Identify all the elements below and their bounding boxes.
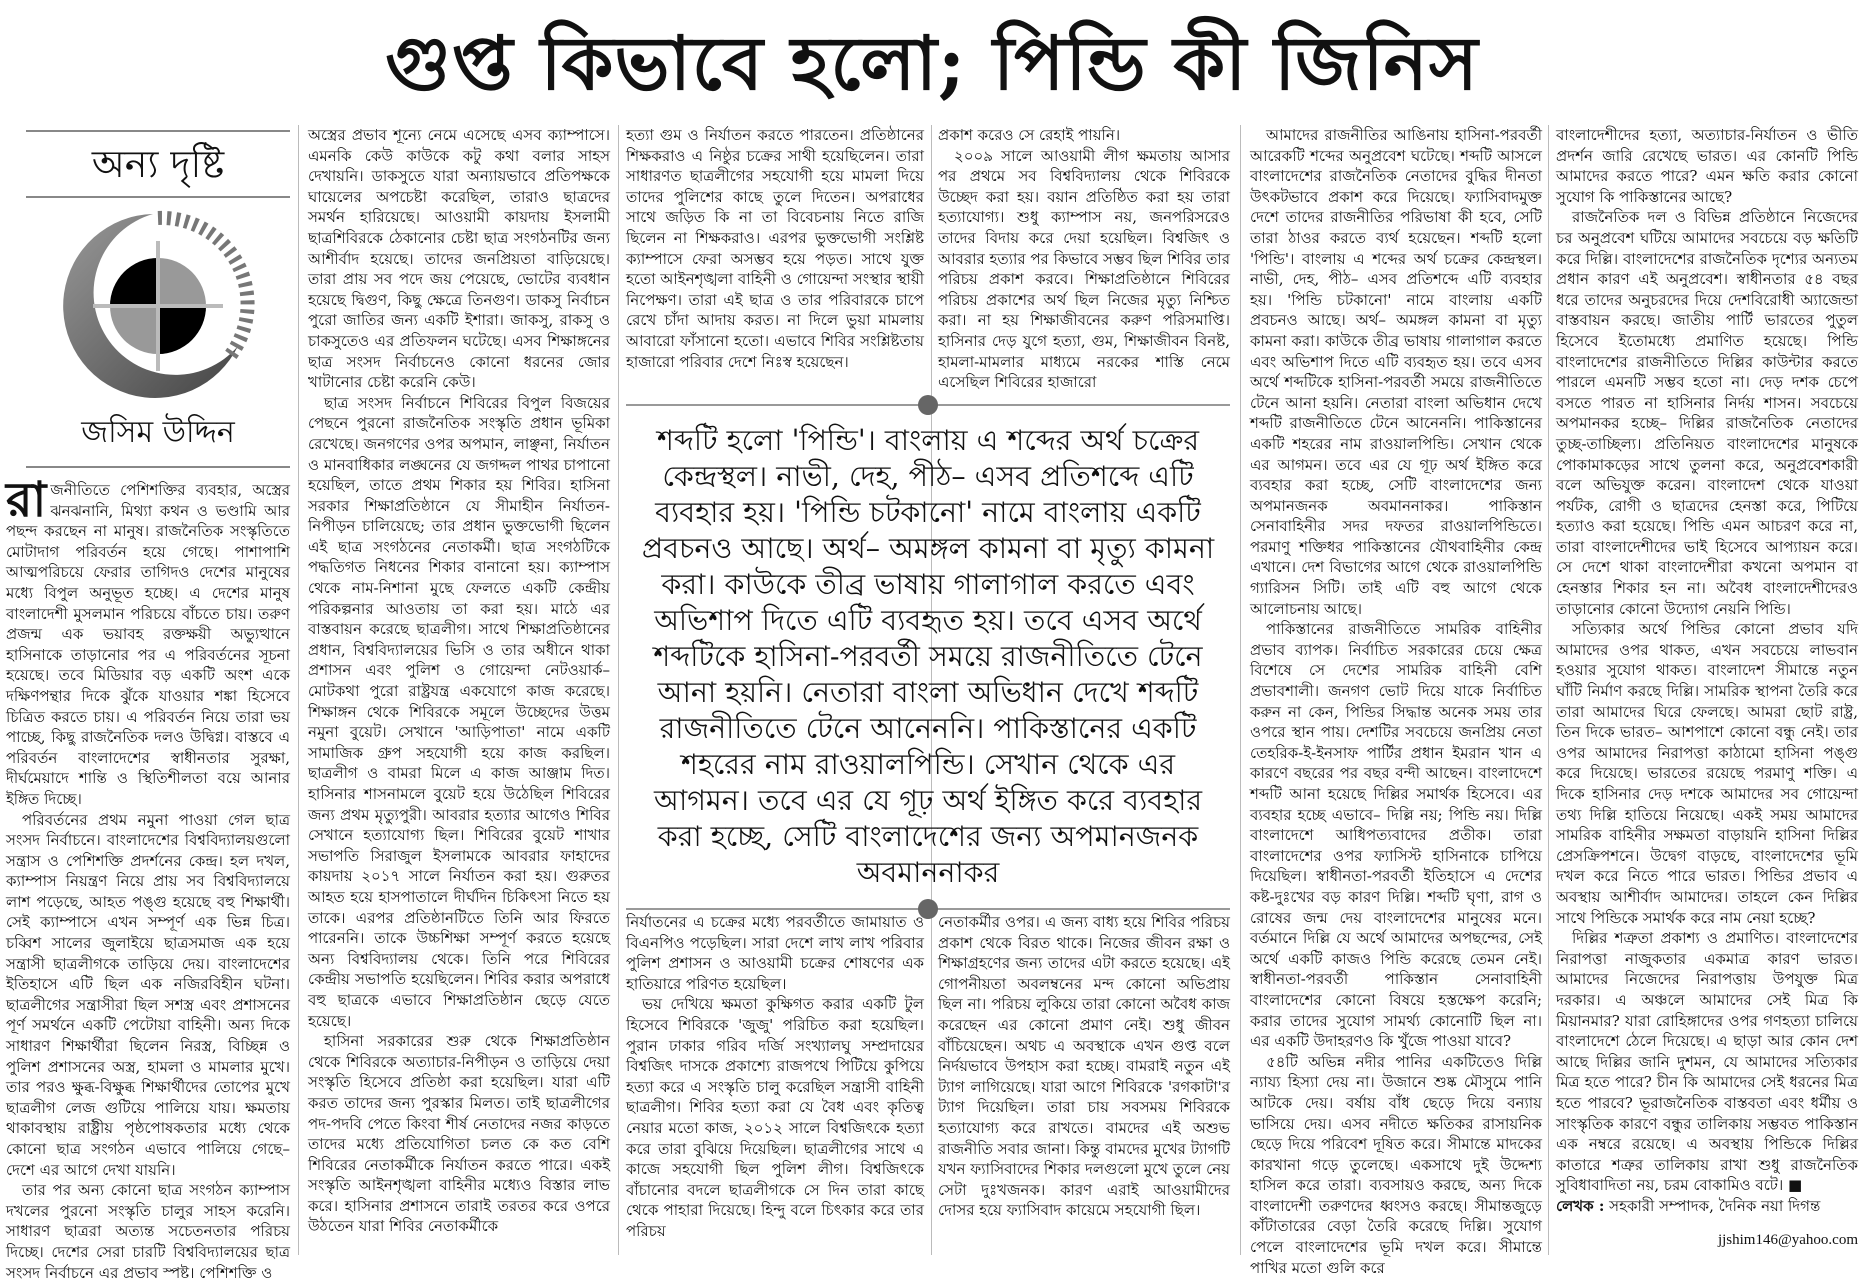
paragraph: রাজনৈতিক দল ও বিভিন্ন প্রতিষ্ঠানে নিজেদের চর অনুপ্রবেশ ঘটিয়ে আমাদের সবচেয়ে বড় ক্ষতিটি করে দিল্লি। বাংলাদেশের রাজনৈতিক দৃশ্যের অন্যতম প্রধান কারণ এই অনুপ্রবেশ। স্বাধীনতার ৫৪ বছর ধরে তাদের অনুচরদের দিয়ে দেশবিরোধী অ্যাজেন্ডা বাস্তবায়ন করছে। জাতীয় পার্টি ভারতের পুতুল হিসেবে ইতোমধ্যে প্রমাণিত হয়েছে। পিন্ডি বাংলাদেশের রাজনীতিতে দিল্লির কাউন্টার করতে পারলে এমনটি সম্ভব হতো না। দেড় দশক চেপে বসতে পারত না হাসিনার নির্দয় শাসন। সবচেয়ে অপমানকর হচ্ছে– দিল্লির রাজনৈতিক নেতাদের তুচ্ছ-তাচ্ছিল্য। প্রতিনিয়ত বাংলাদেশের মানুষকে পোকামাকড়ের সাথে তুলনা করে, অনুপ্রবেশকারী বলে অভিযুক্ত করেন। বাংলাদেশ থেকে যাওয়া পর্যটক, রোগী ও ছাত্রদের হেনস্তা করে, পিটিয়ে হত্যাও করা হয়েছে। পিন্ডি এমন আচরণ করে না, তারা বাংলাদেশীদের ভাই হিসেবে আপ্যায়ন করে। সে দেশে থাকা বাংলাদেশীরা কখনো অপমান বা হেনস্তার শিকার হন না। অবৈধ বাংলাদেশীদেরও তাড়ানোর কোনো উদ্যোগ নেয়নি পিন্ডি।	[1556, 208, 1858, 618]
paragraph: ছাত্র সংসদ নির্বাচনে শিবিরের বিপুল বিজয়ের পেছনে পুরনো রাজনৈতিক সংস্কৃতি প্রধান ভূমিকা রেখেছে। জনগণের ওপর অপমান, লাঞ্ছনা, নির্যাতন ও মানবাধিকার লঙ্ঘনের যে জগদ্দল পাথর চাপানো হয়েছিল, তাতে প্রথম শিকার হয় শিবির। হাসিনা সরকার শিক্ষাপ্রতিষ্ঠানে যে সীমাহীন নির্যাতন-নিপীড়ন চালিয়েছে; তার প্রধান ভুক্তভোগী ছিলেন এই ছাত্র সংগঠনের নেতাকর্মী। ছাত্র সংগঠটিকে পদ্ধতিগত নিধনের শিকার বানানো হয়। ক্যাম্পাস থেকে নাম-নিশানা মুছে ফেলতে একটি কেন্দ্রীয় পরিকল্পনার আওতায় তা করা হয়। মাঠে এর বাস্তবায়ন করেছে ছাত্রলীগ। সাথে শিক্ষাপ্রতিষ্ঠানের প্রধান, বিশ্ববিদ্যালয়ের ভিসি ও তার অধীনে থাকা প্রশাসন এবং পুলিশ ও গোয়েন্দা নেটওয়ার্ক– মোটকথা পুরো রাষ্ট্রযন্ত্র একযোগে কাজ করেছে। শিক্ষাঙ্গন থেকে শিবিরকে সমূলে উচ্ছেদের উত্তম নমুনা বুয়েট। সেখানে 'আড়িপাতা' নামে একটি সামাজিক গ্রুপ সহযোগী হয়ে কাজ করছিল। ছাত্রলীগ ও বামরা মিলে এ কাজ আঞ্জাম দিত। হাসিনার শাসনামলে বুয়েট হয়ে উঠেছিল শিবিরের জন্য প্রথম মৃত্যুপুরী। আবরার হত্যার আগেও শিবির সেখানে হত্যাযোগ্য ছিল। শিবিরের বুয়েট শাখার সভাপতি সিরাজুল ইসলামকে আবরার ফাহাদের কায়দায় ২০১৭ সালে নির্যাতন করা হয়। গুরুতর আহত হয়ে হাসপাতালে দীর্ঘদিন চিকিৎসা নিতে হয় তাকে। এরপর প্রতিষ্ঠানটিতে তিনি আর ফিরতে পারেননি। তাকে উচ্চশিক্ষা সম্পূর্ণ করতে হয়েছে অন্য বিশ্ববিদ্যালয় থেকে। তিনি পরে শিবিরের কেন্দ্রীয় সভাপতি হয়েছিলেন। শিবির করার অপরাধে বহু ছাত্রকে এভাবে শিক্ষাপ্রতিষ্ঠান ছেড়ে যেতে হয়েছে।	[308, 393, 610, 1030]
paragraph: হাসিনা সরকারের শুরু থেকে শিক্ষাপ্রতিষ্ঠান থেকে শিবিরকে অত্যাচার-নিপীড়ন ও তাড়িয়ে দেয়া সংস্কৃতি হিসেবে প্রতিষ্ঠা করা হয়েছিল। যারা এটি করত তাদের জন্য পুরস্কার মিলত। তাই ছাত্রলীগের পদ-পদবি পেতে কিংবা শীর্ষ নেতাদের নজর কাড়তে তাদের মধ্যে প্রতিযোগিতা চলত কে কত বেশি শিবিরের নেতাকর্মীকে নির্যাতন করতে পারে। একই সংস্কৃতি আইনশৃঙ্খলা বাহিনীর মধ্যেও বিস্তার লাভ করে। হাসিনার প্রশাসনে তারাই তরতর করে ওপরে উঠতেন যারা শিবির নেতাকর্মীকে	[308, 1032, 610, 1236]
paragraph: পাকিস্তানের রাজনীতিতে সামরিক বাহিনীর প্রভাব ব্যাপক। নির্বাচিত সরকারের চেয়ে ক্ষেত্র বিশেষে সে দেশের সামরিক বাহিনী বেশি প্রভাবশালী। জনগণ ভোট দিয়ে যাকে নির্বাচিত করুন না কেন, পিন্ডির সিদ্ধান্ত অনেক সময় তার ওপরে স্থান পায়। দেশটির সবচেয়ে জনপ্রিয় নেতা তেহরিক-ই-ইনসাফ পার্টির প্রধান ইমরান খান এ কারণে বছরের পর বছর বন্দী আছেন। বাংলাদেশে শব্দটি আনা হয়েছে দিল্লির সমার্থক হিসেবে। এর ব্যবহার হচ্ছে এভাবে– দিল্লি নয়; পিন্ডি নয়। দিল্লি বাংলাদেশে আধিপত্যবাদের প্রতীক। তারা বাংলাদেশের ওপর ফ্যাসিস্ট হাসিনাকে চাপিয়ে দিয়েছিল। স্বাধীনতা-পরবর্তী ইতিহাসে এ দেশের কষ্ট-দুঃখের বড় কারণ দিল্লি। শব্দটি ঘৃণা, রাগ ও রোষের জন্ম দেয় বাংলাদেশের মানুষের মনে। বর্তমানে দিল্লি যে অর্থে আমাদের অপছন্দের, সেই অর্থে একটি কাজও পিন্ডি করেছে তেমন নেই। স্বাধীনতা-পরবর্তী পাকিস্তান সেনাবাহিনী বাংলাদেশের কোনো বিষয়ে হস্তক্ষেপ করেনি; করার তাদের সুযোগ সামর্থ্য কোনোটি ছিল না। এর একটি উদাহরণও কি খুঁজে পাওয়া যাবে?	[1250, 620, 1542, 1051]
paragraph: হত্যা গুম ও নির্যাতন করতে পারতেন। প্রতিষ্ঠানের শিক্ষকরাও এ নিষ্ঠুর চক্রের সাথী হয়েছিলেন। তারা সাধারণত ছাত্রলীগের সহযোগী হয়ে মামলা দিয়ে তাদের পুলিশের কাছে তুলে দিতেন। অপরাধের সাথে জড়িত কি না তা বিবেচনায় নিতে রাজি ছিলেন না শিক্ষকরাও। এরপর ভুক্তভোগী সংশ্লিষ্ট ক্যাম্পাসে ফেরা অসম্ভব হয়ে পড়ত। সাথে যুক্ত হতো আইনশৃঙ্খলা বাহিনী ও গোয়েন্দা সংস্থার স্থায়ী নিপেক্ষণ। তারা এই ছাত্র ও তার পরিবারকে চাপে রেখে চাঁদা আদায় করত। না দিলে ভুয়া মামলায় আবারো ফাঁসানো হতো। এভাবে শিবির সংশ্লিষ্টতায় হাজারো পরিবার দেশে নিঃস্ব হয়েছেন।	[626, 126, 924, 371]
pull-quote-rule	[626, 395, 1230, 415]
column-divider	[298, 125, 299, 1255]
column-header	[26, 130, 290, 468]
paragraph: অস্ত্রের প্রভাব শূন্যে নেমে এসেছে এসব ক্যাম্পাসে। এমনকি কেউ কাউকে কটু কথা বলার সাহস দেখায়নি। ডাকসুতে যারা অন্যায়ভাবে প্রতিপক্ষকে ঘায়েলের অপচেষ্টা করেছিল, তারাও ছাত্রদের সমর্থন হারিয়েছে। আওয়ামী কায়দায় ইসলামী ছাত্রশিবিরকে ঠেকানোর চেষ্টা ছাত্র সংগঠনটির জন্য আশীর্বাদ হয়েছে। তাদের জনপ্রিয়তা বাড়িয়েছে। তারা প্রায় সব পদে জয় পেয়েছে, ভোটের ব্যবধান হয়েছে দ্বিগুণ, কিছু ক্ষেত্রে তিনগুণ। ডাকসু নির্বাচন পুরো জাতির জন্য একটি ইশারা। জাকসু, রাকসু ও চাকসুতেও এর প্রতিফলন ঘটেছে। এসব শিক্ষাঙ্গনের ছাত্র সংসদ নির্বাচনেও কোনো ধরনের জোর খাটানোর চেষ্টা করেনি কেউ।	[308, 126, 610, 392]
paragraph: সত্যিকার অর্থে পিন্ডির কোনো প্রভাব যদি আমাদের ওপর থাকত, এখন সবচেয়ে লাভবান হওয়ার সুযোগ থাকত। বাংলাদেশ সীমান্তে নতুন ঘাঁটি নির্মাণ করছে দিল্লি। সামরিক স্থাপনা তৈরি করে তারা আমাদের ঘিরে ফেলছে। আমরা ছোট রাষ্ট্র, তিন দিকে ভারত– আশপাশে কোনো বন্ধু নেই। তার ওপর আমাদের নিরাপত্তা কাঠামো হাসিনা পঙ্গু করে দিয়েছে। ভারতের রয়েছে পরমাণু শক্তি। এ দিকে হাসিনার দেড় দশকে আমাদের সব গোয়েন্দা তথ্য দিল্লি হাতিয়ে নিয়েছে। একই সময় আমাদের সামরিক বাহিনীর সক্ষমতা বাড়ায়নি হাসিনা দিল্লির প্রেসক্রিপশনে। উদ্বেগ বাড়ছে, বাংলাদেশের ভূমি দখল করে নিতে পারে ভারত। পিন্ডির প্রভাব এ অবস্থায় আশীর্বাদ আমাদের। তাহলে কেন দিল্লির সাথে পিন্ডিকে সমার্থক করে নাম নেয়া হচ্ছে?	[1556, 620, 1858, 927]
paragraph: পরিবর্তনের প্রথম নমুনা পাওয়া গেল ছাত্র সংসদ নির্বাচনে। বাংলাদেশের বিশ্ববিদ্যালয়গুলো সন্ত্রাস ও পেশিশক্তি প্রদর্শনের কেন্দ্র। হল দখল, ক্যাম্পাস নিয়ন্ত্রণ নিয়ে প্রায় সব বিশ্ববিদ্যালয়ে লাশ পড়েছে, আহত পঙ্গু হয়েছে বহু শিক্ষার্থী। সেই ক্যাম্পাসে এখন সম্পূর্ণ এক ভিন্ন চিত্র। চব্বিশ সালের জুলাইয়ে ছাত্রসমাজ এক হয়ে সন্ত্রাসী ছাত্রলীগকে তাড়িয়ে দেয়। বাংলাদেশের ইতিহাসে এটি ছিল এক নজিরবিহীন ঘটনা। ছাত্রলীগের সন্ত্রাসীরা ছিল সশস্ত্র এবং প্রশাসনের পূর্ণ সমর্থনে একটি পেটোয়া বাহিনী। অন্য দিকে সাধারণ শিক্ষার্থীরা ছিলেন নিরস্ত্র, বিচ্ছিন্ন ও পুলিশ প্রশাসনের অস্ত্র, হামলা ও মামলার মুখে। তার পরও ক্ষুব্ধ-বিক্ষুব্ধ শিক্ষার্থীদের তোপের মুখে ছাত্রলীগ লেজ গুটিয়ে পালিয়ে যায়। ক্ষমতায় থাকাবস্থায় রাষ্ট্রীয় পৃষ্ঠপোষকতার মধ্যে থেকে কোনো ছাত্র সংগঠন এভাবে পালিয়ে গেছে– দেশে এর আগে দেখা যায়নি।	[6, 810, 290, 1179]
paragraph: দিল্লির শত্রুতা প্রকাশ্য ও প্রমাণিত। বাংলাদেশের নিরাপত্তা নাজুকতার একমাত্র কারণ ভারত। আমাদের নিজেদের নিরাপত্তায় উপযুক্ত মিত্র দরকার। এ অঞ্চলে আমাদের সেই মিত্র কি মিয়ানমার? যারা রোহিঙ্গাদের ওপর গণহত্যা চালিয়ে বাংলাদেশে ঠেলে দিয়েছে। এ ছাড়া আর কোন দেশ আছে দিল্লির জানি দুশমন, যে আমাদের সত্যিকার মিত্র হতে পারে? চীন কি আমাদের সেই ধরনের মিত্র হতে পারবে? ভূরাজনৈতিক বাস্তবতা এবং ধর্মীয় ও সাংস্কৃতিক কারণে বন্ধুর তালিকায় সম্ভবত পাকিস্তান এক নম্বরে রয়েছে। এ অবস্থায় পিন্ডিকে দিল্লির কাতারে শত্রুর তালিকায় রাখা শুধু রাজনৈতিক সুবিধাবাদিতা নয়, চরম বোকামিও বটে। ■	[1556, 929, 1858, 1195]
bullet-icon	[918, 395, 938, 415]
paragraph: ২০০৯ সালে আওয়ামী লীগ ক্ষমতায় আসার পর প্রথমে সব বিশ্ববিদ্যালয় থেকে শিবিরকে উচ্ছেদ করা হয়। বয়ান প্রতিষ্ঠিত করা হয় তারা হত্যাযোগ্য। শুধু ক্যাম্পাস নয়, জনপরিসরেও তাদের বিদায় করে দেয়া হয়েছিল। বিশ্বজিৎ ও আবরার হত্যার পর কিভাবে সম্ভব ছিল শিবির তার পরিচয় প্রকাশ করবে। শিক্ষাপ্রতিষ্ঠানে শিবিরের পরিচয় প্রকাশের অর্থ ছিল নিজের মৃত্যু নিশ্চিত করা। না হয় শিক্ষাজীবনের করুণ পরিসমাপ্তি। হাসিনার দেড় যুগে হত্যা, গুম, শিক্ষাজীবন বিনষ্ট, হামলা-মামলার মাধ্যমে নরকের শাস্তি নেমে এসেছিল শিবিরের হাজারো	[938, 146, 1230, 392]
column-divider	[1240, 125, 1241, 1255]
divider	[26, 466, 290, 468]
author-signoff	[1556, 1196, 1858, 1217]
paragraph: নির্যাতনের এ চক্রের মধ্যে পরবর্তীতে জামায়াত ও বিএনপিও পড়েছিল। সারা দেশে লাখ লাখ পরিবার পুলিশ প্রশাসন ও আওয়ামী চক্রের শোষণের এক হাতিয়ারে পরিণত হয়েছিল।	[626, 913, 924, 993]
pull-quote	[626, 395, 1230, 905]
paragraph: বাংলাদেশীদের হত্যা, অত্যাচার-নির্যাতন ও ভীতি প্রদর্শন জারি রেখেছে ভারত। এর কোনটি পিন্ডি আমাদের করতে পারে? এমন ক্ষতি করার কোনো সুযোগ কি পাকিস্তানের আছে?	[1556, 126, 1858, 206]
article-column-1	[6, 472, 290, 1282]
paragraph: আমাদের রাজনীতির আঙিনায় হাসিনা-পরবর্তী আরেকটি শব্দের অনুপ্রবেশ ঘটেছে। শব্দটি আসলে বাংলাদেশের রাজনৈতিক নেতাদের বুদ্ধির দীনতা উৎকটভাবে প্রকাশ করে দিয়েছে। ফ্যাসিবাদমুক্ত দেশে তাদের রাজনীতির পরিভাষা কী হবে, সেটি তারা ঠাওর করতে ব্যর্থ হয়েছেন। শব্দটি হলো 'পিন্ডি'। বাংলায় এ শব্দের অর্থ চক্রের কেন্দ্রস্থল। নাভী, দেহ, পীঠ– এসব প্রতিশব্দে এটি ব্যবহার হয়। 'পিন্ডি চটকানো' নামে বাংলায় একটি প্রবচনও আছে। অর্থ– অমঙ্গল কামনা বা মৃত্যু কামনা করা। কাউকে তীব্র ভাষায় গালাগাল করতে এবং অভিশাপ দিতে এটি ব্যবহৃত হয়। তবে এসব অর্থে শব্দটিকে হাসিনা-পরবর্তী সময়ে রাজনীতিতে টেনে আনা হয়নি। নেতারা বাংলা অভিধান দেখে শব্দটি রাজনীতিতে টেনে আনেননি। পাকিস্তানের একটি শহরের নাম রাওয়ালপিন্ডি। সেখান থেকে এর আগমন। তবে এর যে গূঢ় অর্থ ইঙ্গিত করে ব্যবহার করা হচ্ছে, সেটি বাংলাদেশের জন্য অপমানজনক অবমাননাকর। পাকিস্তান সেনাবাহিনীর সদর দফতর রাওয়ালপিন্ডিতে। পরমাণু শক্তিধর পাকিস্তানের যৌথবাহিনীর কেন্দ্র এখানে। দেশ বিভাগের আগে থেকে রাওয়ালপিন্ডি গ্যারিসন সিটি। তাই এটি বহু আগে থেকে আলোচনায় আছে।	[1250, 126, 1542, 618]
headline: গুপ্ত কিভাবে হলো; পিন্ডি কী জিনিস	[385, 21, 1479, 107]
article-column-4-bottom	[938, 912, 1230, 1255]
signoff-text: সহকারী সম্পাদক, দৈনিক নয়া দিগন্ত	[1609, 1196, 1821, 1215]
paragraph: প্রকাশ করেও সে রেহাই পায়নি।	[938, 126, 1121, 144]
article-column-2	[308, 125, 610, 1255]
article-column-4-top	[938, 125, 1230, 392]
paragraph: ভয় দেখিয়ে ক্ষমতা কুক্ষিগত করার একটি টুল হিসেবে শিবিরকে 'জুজু' পরিচিত করা হয়েছিল। পুরান ঢাকার গরিব দর্জি সংখ্যালঘু সম্প্রদায়ের বিশ্বজিৎ দাসকে প্রকাশ্যে রাজপথে পিটিয়ে কুপিয়ে হত্যা করে এ সংস্কৃতি চালু করেছিল সন্ত্রাসী বাহিনী ছাত্রলীগ। শিবির হত্যা করা যে বৈধ এবং কৃতিত্ব নেয়ার মতো কাজ, ২০১২ সালে বিশ্বজিৎকে হত্যা করে তারা বুঝিয়ে দিয়েছিল। ছাত্রলীগের সাথে এ কাজে সহযোগী ছিল পুলিশ লীগ। বিশ্বজিৎকে বাঁচানোর বদলে ছাত্রলীগকে সে দিন তারা কাছে থেকে পাহারা দিয়েছে। হিন্দু বলে চিৎকার করে তার পরিচয়	[626, 995, 924, 1240]
paragraph: ৫৪টি অভিন্ন নদীর পানির একটিতেও দিল্লি ন্যায্য হিস্যা দেয় না। উজানে শুষ্ক মৌসুমে পানি আটকে দেয়। বর্ষায় বাঁধ ছেড়ে দিয়ে বন্যায় ভাসিয়ে দেয়। এসব নদীতে ক্ষতিকর রাসায়নিক ছেড়ে দিয়ে পরিবেশ দূষিত করে। সীমান্তে মাদকের কারখানা গড়ে তুলেছে। একসাথে দুই উদ্দেশ্য হাসিল করে তারা। ব্যবসায়ও করছে, অন্য দিকে বাংলাদেশী তরুণদের ধ্বংসও করছে। সীমান্তজুড়ে কাঁটাতারের বেড়া তৈরি করেছে দিল্লি। সুযোগ পেলে বাংলাদেশের ভূমি দখল করে। সীমান্তে পাখির মতো গুলি করে	[1250, 1052, 1542, 1277]
article-column-3-bottom	[626, 912, 924, 1255]
paragraph: জনীতিতে পেশিশক্তির ব্যবহার, অস্ত্রের ঝনঝনানি, মিথ্যা কথন ও ভণ্ডামি আর পছন্দ করছেন না মানুষ। রাজনৈতিক সংস্কৃতিতে মোটাদাগ পরিবর্তন হয়ে গেছে। পাশাপাশি আত্মপরিচয়ে ফেরার তাগিদও দেশের মানুষের মধ্যে বিপুল অনুভূত হচ্ছে। এ দেশের মানুষ বাংলাদেশী মুসলমান পরিচয়ে বাঁচতে চায়। তরুণ প্রজন্ম এক ভয়াবহ রক্তক্ষয়ী অভ্যুত্থানে হাসিনাকে তাড়ানোর পর এ পরিবর্তনের সূচনা হয়েছে। তবে মিডিয়ার বড় একটি অংশ একে দক্ষিণপন্থার দিকে ঝুঁকে যাওয়ার শঙ্কা হিসেবে চিত্রিত করতে চায়। এ পরিবর্তন নিয়ে তারা ভয় পাচ্ছে, কিছু রাজনৈতিক দলও উদ্বিগ্ন। বাস্তবে এ পরিবর্তন বাংলাদেশের স্বাধীনতার সুরক্ষা, দীর্ঘমেয়াদে শান্তি ও স্থিতিশীলতা বয়ে আনার ইঙ্গিত দিচ্ছে।	[6, 481, 290, 808]
column-divider	[618, 125, 619, 1255]
article-column-5	[1250, 125, 1542, 1277]
article-column-6	[1556, 125, 1858, 1230]
pull-quote-text: শব্দটি হলো 'পিন্ডি'। বাংলায় এ শব্দের অর্থ চক্রের কেন্দ্রস্থল। নাভী, দেহ, পীঠ– এসব প্রতিশব্দে এটি ব্যবহার হয়। 'পিন্ডি চটকানো' নামে বাংলায় একটি প্রবচনও আছে। অর্থ– অমঙ্গল কামনা বা মৃত্যু কামনা করা। কাউকে তীব্র ভাষায় গালাগাল করতে এবং অভিশাপ দিতে এটি ব্যবহৃত হয়। তবে এসব অর্থে শব্দটিকে হাসিনা-পরবর্তী সময়ে রাজনীতিতে টেনে আনা হয়নি। নেতারা বাংলা অভিধান দেখে শব্দটি রাজনীতিতে টেনে আনেননি। পাকিস্তানের একটি শহরের নাম রাওয়ালপিন্ডি। সেখান থেকে এর আগমন। তবে এর যে গূঢ় অর্থ ইঙ্গিত করে ব্যবহার করা হচ্ছে, সেটি বাংলাদেশের জন্য অপমানজনক অবমাননাকর	[641, 424, 1215, 889]
divider	[26, 196, 290, 198]
article-column-3-top	[626, 125, 924, 375]
author-email: jjshim146@yahoo.com	[1717, 1232, 1858, 1248]
author-name: জসিম উদ্দিন	[81, 415, 235, 450]
column-logo-icon	[58, 206, 258, 406]
paragraph: নেতাকর্মীর ওপর। এ জন্য বাধ্য হয়ে শিবির পরিচয় প্রকাশ থেকে বিরত থাকে। নিজের জীবন রক্ষা ও শিক্ষাগ্রহণের জন্য তাদের এটা করতে হয়েছে। এই গোপনীয়তা অবলম্বনের মন্দ কোনো অভিপ্রায় ছিল না। পরিচয় লুকিয়ে তারা কোনো অবৈধ কাজ করেছেন এর কোনো প্রমাণ নেই। শুধু জীবন বাঁচিয়েছেন। অথচ এ অবস্থাকে এখন গুপ্ত বলে নির্দয়ভাবে উপহাস করা হচ্ছে। বামরাই নতুন এই ট্যাগ লাগিয়েছে। যারা আগে শিবিরকে 'রগকাটা'র ট্যাগ দিয়েছিল। তারা চায় সবসময় শিবিরকে হত্যাযোগ্য করে রাখতে। বামদের এই অশুভ রাজনীতি সবার জানা। কিন্তু বামদের মুখের ট্যাগটি যখন ফ্যাসিবাদের শিকার দলগুলো মুখে তুলে নেয় সেটা দুঃখজনক। কারণ এরাই আওয়ামীদের দোসর হয়ে ফ্যাসিবাদ কায়েমে সহযোগী ছিল।	[938, 913, 1230, 1220]
signoff-label: লেখক :	[1556, 1196, 1605, 1215]
section-title: অন্য দৃষ্টি	[91, 142, 225, 186]
paragraph: তার পর অন্য কোনো ছাত্র সংগঠন ক্যাম্পাস দখলের পুরনো সংস্কৃতি চালুর সাহস করেনি। সাধারণ ছাত্ররা অত্যন্ত সচেতনতার পরিচয় দিচ্ছে। দেশের সেরা চারটি বিশ্ববিদ্যালয়ের ছাত্র সংসদ নির্বাচনে এর প্রভাব স্পষ্ট। পেশিশক্তি ও	[6, 1181, 290, 1282]
drop-cap: রা	[6, 472, 47, 528]
column-divider	[1548, 125, 1549, 1255]
